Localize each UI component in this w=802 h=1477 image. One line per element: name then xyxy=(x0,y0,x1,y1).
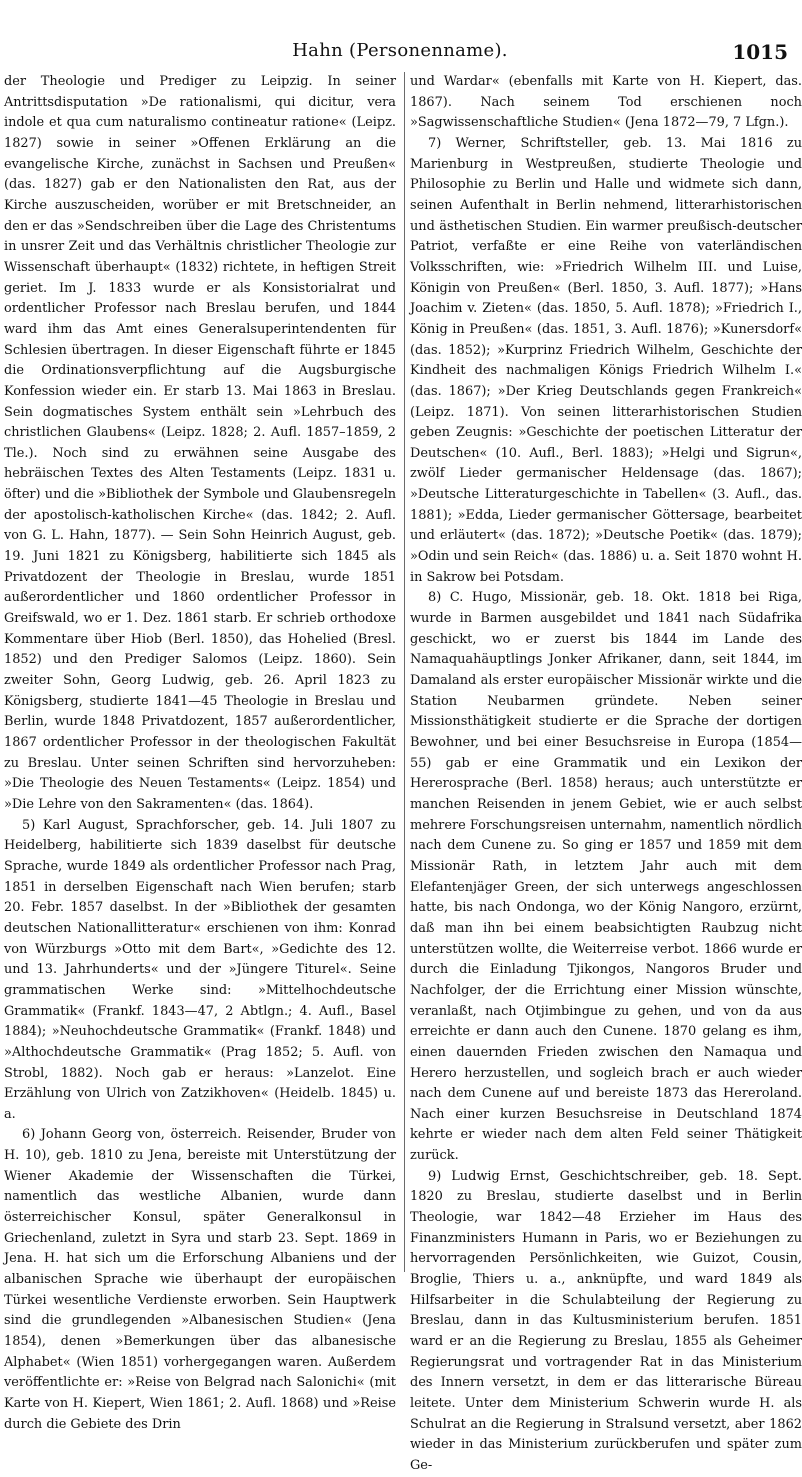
page-number: 1015 xyxy=(732,40,788,64)
right-column xyxy=(410,72,802,1473)
entry-9-ludwig-ernst: 9) Ludwig Ernst, Geschichtschreiber, geb. 18. Sept. 1820 zu Breslau, studierte daselbst und in Berlin Theologie, war 1842—48 Erzieher im Haus des Finanzministers Humann in Paris, wo er Beziehungen zu hervorragenden Persönlichkeiten, wie Guizot, Cousin, Broglie, Thiers u. a., anknüpfte, und ward 1849 als Hilfsarbeiter in die Schulabteilung der Regierung zu Breslau, dann in das Kultusministerium berufen. 1851 ward er an die Regierung zu Breslau, 1855 als Geheimer Regierungsrat und vortragender Rat in das Ministerium des Innern versetzt, in dem er das litterarische Büreau leitete. Unter dem Ministerium Schwerin wurde H. als Schulrat an die Regierung in Stralsund versetzt, aber 1862 wieder in das Ministerium zurückberufen und später zum Ge- xyxy=(410,1168,802,1473)
entry-6-continuation: und Wardar« (ebenfalls mit Karte von H. Kiepert, das. 1867). Nach seinem Tod erschienen noch »Sagwissenschaftliche Studien« (Jena 1872—79, 7 Lfgn.). xyxy=(410,74,802,131)
page-header xyxy=(0,40,800,68)
entry-7-werner: 7) Werner, Schriftsteller, geb. 13. Mai 1816 zu Marienburg in Westpreußen, studierte Theologie und Philosophie zu Berlin und Halle und widmete sich dann, seinen Aufenthalt in Berlin nehmend, litterarhistorischen und ästhetischen Studien. Ein warmer preußisch-deutscher Patriot, verfaßte er eine Reihe von vaterländischen Volksschriften, wie: »Friedrich Wilhelm III. und Luise, Königin von Preußen« (Berl. 1850, 3. Aufl. 1877); »Hans Joachim v. Zieten« (das. 1850, 5. Aufl. 1878); »Friedrich I., König in Preußen« (das. 1851, 3. Aufl. 1876); »Kunersdorf« (das. 1852); »Kurprinz Friedrich Wilhelm, Geschichte der Kindheit des nachmaligen Königs Friedrich Wilhelm I.« (das. 1867); »Der Krieg Deutschlands gegen Frankreich« (Leipz. 1871). Von seinen litterarhistorischen Studien geben Zeugnis: »Geschichte der poetischen Litteratur der Deutschen« (10. Aufl., Berl. 1883); »Helgi und Sigrun«, zwölf Lieder germanischer Heldensage (das. 1867); »Deutsche Litteraturgeschichte in Tabellen« (3. Aufl., das. 1881); »Edda, Lieder germanischer Göttersage, bearbeitet und erläutert« (das. 1872); »Deutsche Poetik« (das. 1879); »Odin und sein Reich« (das. 1886) u. a. Seit 1870 wohnt H. in Sakrow bei Potsdam. xyxy=(410,135,802,585)
entry-8-c-hugo: 8) C. Hugo, Missionär, geb. 18. Okt. 1818 bei Riga, wurde in Barmen ausgebildet und 1841 nach Südafrika geschickt, wo er zuerst bis 1844 im Lande des Namaquahäuptlings Jonker Afrikaner, dann, seit 1844, im Damaland als erster europäischer Missionär wirkte und die Station Neubarmen gründete. Neben seiner Missionsthätigkeit studierte er die Sprache der dortigen Bewohner, und bei einer Besuchsreise in Europa (1854—55) gab er eine Grammatik und ein Lexikon der Hererosprache (Berl. 1858) heraus; auch unterstützte er manchen Reisenden in jenem Gebiet, wie er auch selbst mehrere Forschungsreisen unternahm, namentlich nördlich nach dem Cunene zu. So ging er 1857 und 1859 mit dem Missionär Rath, in letztem Jahr auch mit dem Elefantenjäger Green, der sich unterwegs angeschlossen hatte, bis nach Ondonga, wo der König Nangoro, erzürnt, daß man ihn bei einem beabsichtigten Raubzug nicht unterstützen wollte, die Weiterreise verbot. 1866 wurde er durch die Einladung Tjikongos, Nangoros Bruder und Nachfolger, der die Errichtung einer Mission wünschte, veranlaßt, nach Otjimbingue zu gehen, und von da aus erreichte er dann auch den Cunene. 1870 gelang es ihm, einen dauernden Frieden zwischen den Namaqua und Herero herzustellen, und sogleich brach er auch wieder nach dem Cunene auf und bereiste 1873 das Hereroland. Nach einer kurzen Besuchsreise in Deutschland 1874 kehrte er wieder nach dem alten Feld seiner Thätigkeit zurück. xyxy=(410,590,802,1164)
left-column xyxy=(4,72,396,1432)
entry-continuation: der Theologie und Prediger zu Leipzig. In seiner Antrittsdisputation »De rationalismi, qui dicitur, vera indole et qua cum naturalismo contineatur ratione« (Leipz. 1827) sowie in seiner »Offenen Erklärung an die evangelische Kirche, zunächst in Sachsen und Preußen« (das. 1827) gab er den Nationalisten den Rat, aus der Kirche auszuscheiden, worüber er mit Bretschneider, an den er das »Sendschreiben über die Lage des Christentums in unsrer Zeit und das Verhältnis christlicher Theologie zur Wissenschaft überhaupt« (1832) richtete, in heftigen Streit geriet. Im J. 1833 wurde er als Konsistorialrat und ordentlicher Professor nach Breslau berufen, und 1844 ward ihm das Amt eines Generalsuperintendenten für Schlesien übertragen. In dieser Eigenschaft führte er 1845 die Ordinationsverpflichtung auf die Augsburgische Konfession wieder ein. Er starb 13. Mai 1863 in Breslau. Sein dogmatisches System enthält sein »Lehrbuch des christlichen Glaubens« (Leipz. 1828; 2. Aufl. 1857–1859, 2 Tle.). Noch sind zu erwähnen seine Ausgabe des hebräischen Textes des Alten Testaments (Leipz. 1831 u. öfter) und die »Bibliothek der Symbole und Glaubensregeln der apostolisch-katholischen Kirche« (das. 1842; 2. Aufl. von G. L. Hahn, 1877). — Sein Sohn Heinrich August, geb. 19. Juni 1821 zu Königsberg, habilitierte sich 1845 als Privatdozent der Theologie in Breslau, wurde 1851 außerordentlicher und 1860 ordentlicher Professor in Greifswald, wo er 1. Dez. 1861 starb. Er schrieb orthodoxe Kommentare über Hiob (Berl. 1850), das Hohelied (Bresl. 1852) und den Prediger Salomos (Leipz. 1860). Sein zweiter Sohn, Georg Ludwig, geb. 26. April 1823 zu Königsberg, studierte 1841—45 Theologie in Breslau und Berlin, wurde 1848 Privatdozent, 1857 außerordentlicher, 1867 ordentlicher Professor in der theologischen Fakultät zu Breslau. Unter seinen Schriften sind hervorzuheben: »Die Theologie des Neuen Testaments« (Leipz. 1854) und »Die Lehre von den Sakramenten« (das. 1864). xyxy=(4,74,396,812)
entry-5-karl-august: 5) Karl August, Sprachforscher, geb. 14. Juli 1807 zu Heidelberg, habilitierte sich 1839 daselbst für deutsche Sprache, wurde 1849 als ordentlicher Professor nach Prag, 1851 in derselben Eigenschaft nach Wien berufen; starb 20. Febr. 1857 daselbst. In der »Bibliothek der gesamten deutschen Nationallitteratur« erschienen von ihm: Konrad von Würzburgs »Otto mit dem Bart«, »Gedichte des 12. und 13. Jahrhunderts« und der »Jüngere Titurel«. Seine grammatischen Werke sind: »Mittelhochdeutsche Grammatik« (Frankf. 1843—47, 2 Abtlgn.; 4. Aufl., Basel 1884); »Neuhochdeutsche Grammatik« (Frankf. 1848) und »Althochdeutsche Grammatik« (Prag 1852; 5. Aufl. von Strobl, 1882). Noch gab er heraus: »Lanzelot. Eine Erzählung von Ulrich von Zatzikhoven« (Heidelb. 1845) u. a. xyxy=(4,817,396,1122)
running-title: Hahn (Personenname). xyxy=(292,40,508,61)
entry-6-johann-georg: 6) Johann Georg von, österreich. Reisender, Bruder von H. 10), geb. 1810 zu Jena, bereiste mit Unterstützung der Wiener Akademie der Wissenschaften die Türkei, namentlich das westliche Albanien, wurde dann österreichischer Konsul, später Generalkonsul in Griechenland, zuletzt in Syra und starb 23. Sept. 1869 in Jena. H. hat sich um die Erforschung Albaniens und der albanischen Sprache wie überhaupt der europäischen Türkei wesentliche Verdienste erworben. Sein Hauptwerk sind die grundlegenden »Albanesischen Studien« (Jena 1854), denen »Bemerkungen über das albanesische Alphabet« (Wien 1851) vorhergegangen waren. Außerdem veröffentlichte er: »Reise von Belgrad nach Salonichi« (mit Karte von H. Kiepert, Wien 1861; 2. Aufl. 1868) und »Reise durch die Gebiete des Drin xyxy=(4,1127,396,1432)
column-divider xyxy=(404,72,405,1272)
